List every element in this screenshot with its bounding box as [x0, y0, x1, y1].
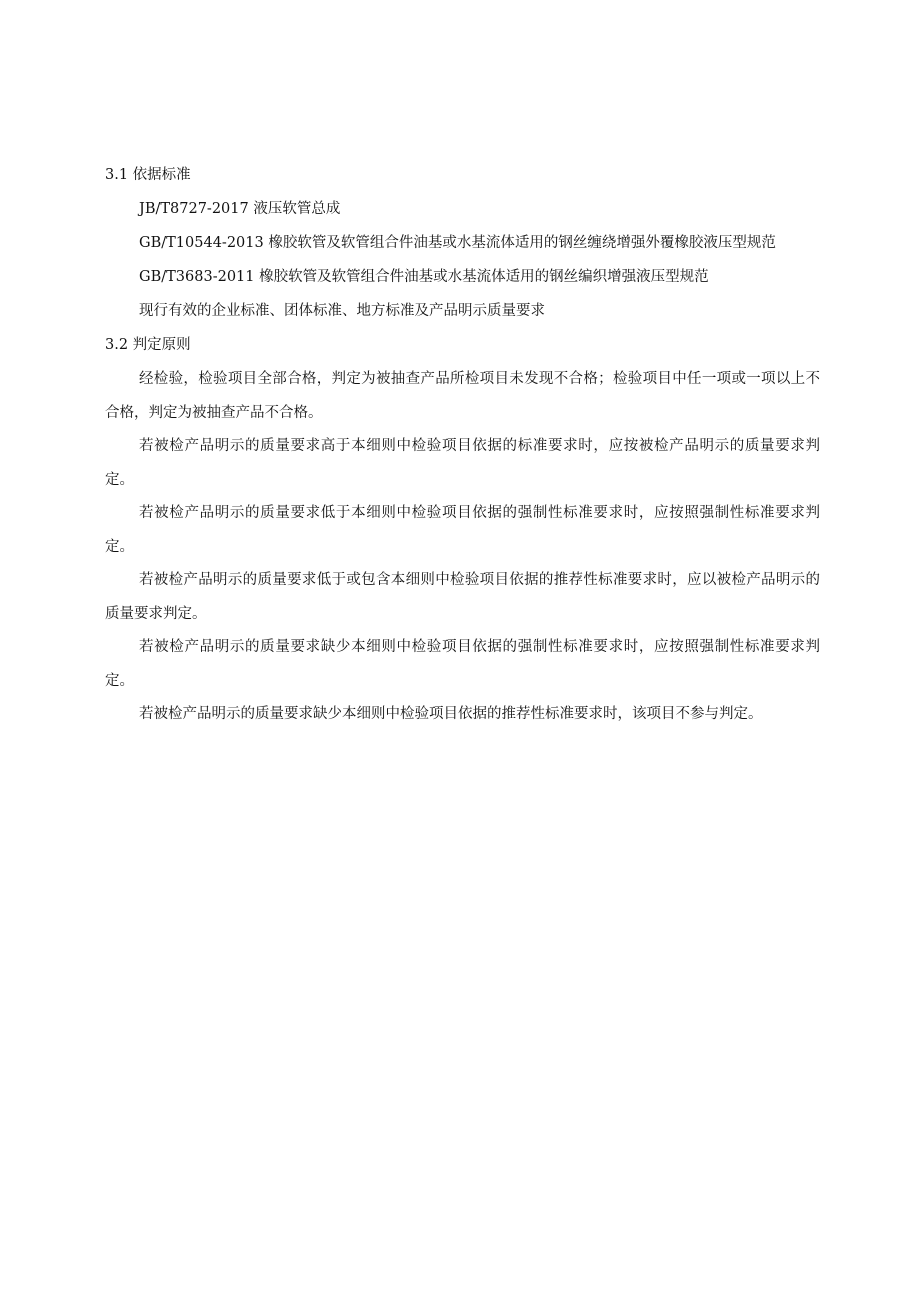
principle-paragraph: 若被检产品明示的质量要求缺少本细则中检验项目依据的推荐性标准要求时，该项目不参与判定。 — [139, 706, 763, 722]
document-body — [105, 161, 820, 733]
standard-item-jbt8727: JB/T8727-2017 液压软管总成 — [139, 201, 341, 217]
principle-paragraph: 若被检产品明示的质量要求低于或包含本细则中检验项目依据的推荐性标准要求时，应以被检产品明示的质量要求判定。 — [105, 572, 820, 622]
standard-item-gbt3683: GB/T3683-2011 橡胶软管及软管组合件油基或水基流体适用的钢丝编织增强液压型规范 — [139, 269, 709, 285]
section-heading-basis-standards: 3.1 依据标准 — [105, 167, 191, 183]
standard-item-gbt10544: GB/T10544-2013 橡胶软管及软管组合件油基或水基流体适用的钢丝缠绕增强外覆橡胶液压型规范 — [139, 235, 776, 251]
principle-paragraph: 若被检产品明示的质量要求低于本细则中检验项目依据的强制性标准要求时，应按照强制性标准要求判定。 — [105, 505, 820, 555]
principle-paragraph: 经检验，检验项目全部合格，判定为被抽查产品所检项目未发现不合格；检验项目中任一项或一项以上不合格，判定为被抽查产品不合格。 — [105, 371, 820, 421]
principle-paragraph: 若被检产品明示的质量要求缺少本细则中检验项目依据的强制性标准要求时，应按照强制性标准要求判定。 — [105, 639, 820, 689]
standard-item-enterprise-standards: 现行有效的企业标准、团体标准、地方标准及产品明示质量要求 — [139, 303, 545, 319]
section-heading-judgment-principles: 3.2 判定原则 — [105, 337, 191, 353]
principle-paragraph: 若被检产品明示的质量要求高于本细则中检验项目依据的标准要求时，应按被检产品明示的质量要求判定。 — [105, 438, 820, 488]
